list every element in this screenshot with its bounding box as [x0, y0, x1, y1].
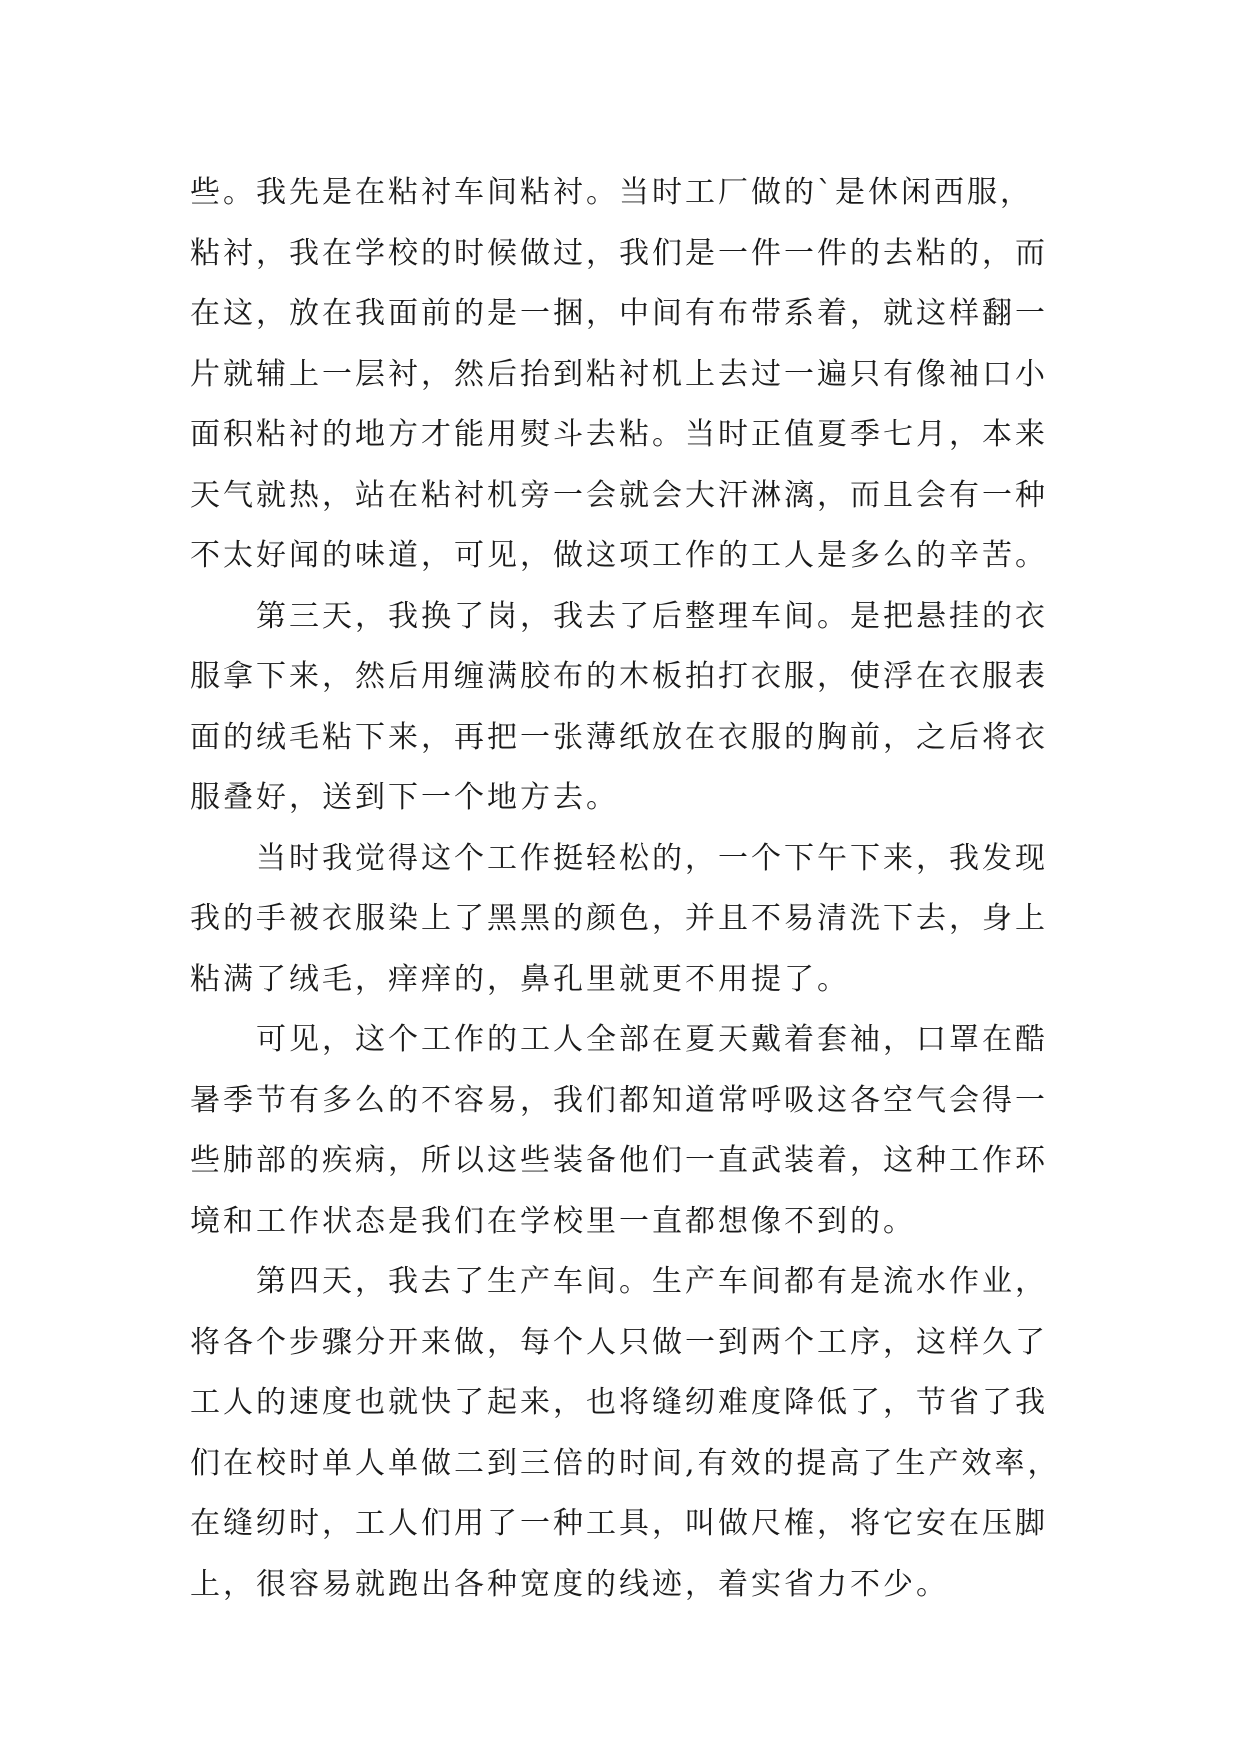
text-line: 第四天，我去了生产车间。生产车间都有是流水作业，	[256, 1264, 1048, 1299]
text-line: 片就辅上一层衬，然后抬到粘衬机上去过一遍只有像袖口小	[190, 356, 1048, 392]
body-text	[190, 163, 1070, 1615]
text-line: 面积粘衬的地方才能用熨斗去粘。当时正值夏季七月，本来	[190, 417, 1048, 452]
text-line: 当时我觉得这个工作挺轻松的，一个下午下来，我发现	[256, 840, 1048, 876]
text-line: 可见，这个工作的工人全部在夏天戴着套袖，口罩在酷	[256, 1022, 1048, 1057]
text-line: 天气就热，站在粘衬机旁一会就会大汗淋漓，而且会有一种	[190, 477, 1048, 513]
text-line: 些肺部的疾病，所以这些装备他们一直武装着，这种工作环	[190, 1143, 1048, 1178]
text-line: 在这，放在我面前的是一捆，中间有布带系着，就这样翻一	[190, 296, 1048, 331]
text-line: 粘衬，我在学校的时候做过，我们是一件一件的去粘的，而	[190, 235, 1048, 271]
text-line: 在缝纫时，工人们用了一种工具，叫做尺榷，将它安在压脚	[190, 1506, 1048, 1541]
text-line: 暑季节有多么的不容易，我们都知道常呼吸这各空气会得一	[190, 1082, 1048, 1118]
text-line: 境和工作状态是我们在学校里一直都想像不到的。	[190, 1203, 916, 1239]
text-line: 们在校时单人单做二到三倍的时间,有效的提高了生产效率，	[190, 1445, 1061, 1481]
text-line: 服叠好，送到下一个地方去。	[190, 780, 619, 815]
text-line: 第三天，我换了岗，我去了后整理车间。是把悬挂的衣	[256, 598, 1048, 634]
text-line: 些。我先是在粘衬车间粘衬。当时工厂做的`是休闲西服，	[190, 175, 1033, 210]
text-line: 不太好闻的味道，可见，做这项工作的工人是多么的辛苦。	[190, 538, 1048, 573]
text-line: 面的绒毛粘下来，再把一张薄纸放在衣服的胸前，之后将衣	[190, 719, 1048, 755]
text-line: 将各个步骤分开来做，每个人只做一到两个工序，这样久了	[190, 1324, 1048, 1360]
text-line: 上，很容易就跑出各种宽度的线迹，着实省力不少。	[190, 1566, 949, 1602]
text-line: 服拿下来，然后用缠满胶布的木板拍打衣服，使浮在衣服表	[190, 659, 1048, 694]
text-line: 工人的速度也就快了起来，也将缝纫难度降低了，节省了我	[190, 1385, 1048, 1420]
text-line: 我的手被衣服染上了黑黑的颜色，并且不易清洗下去，身上	[190, 901, 1048, 936]
text-line: 粘满了绒毛，痒痒的，鼻孔里就更不用提了。	[190, 961, 850, 997]
